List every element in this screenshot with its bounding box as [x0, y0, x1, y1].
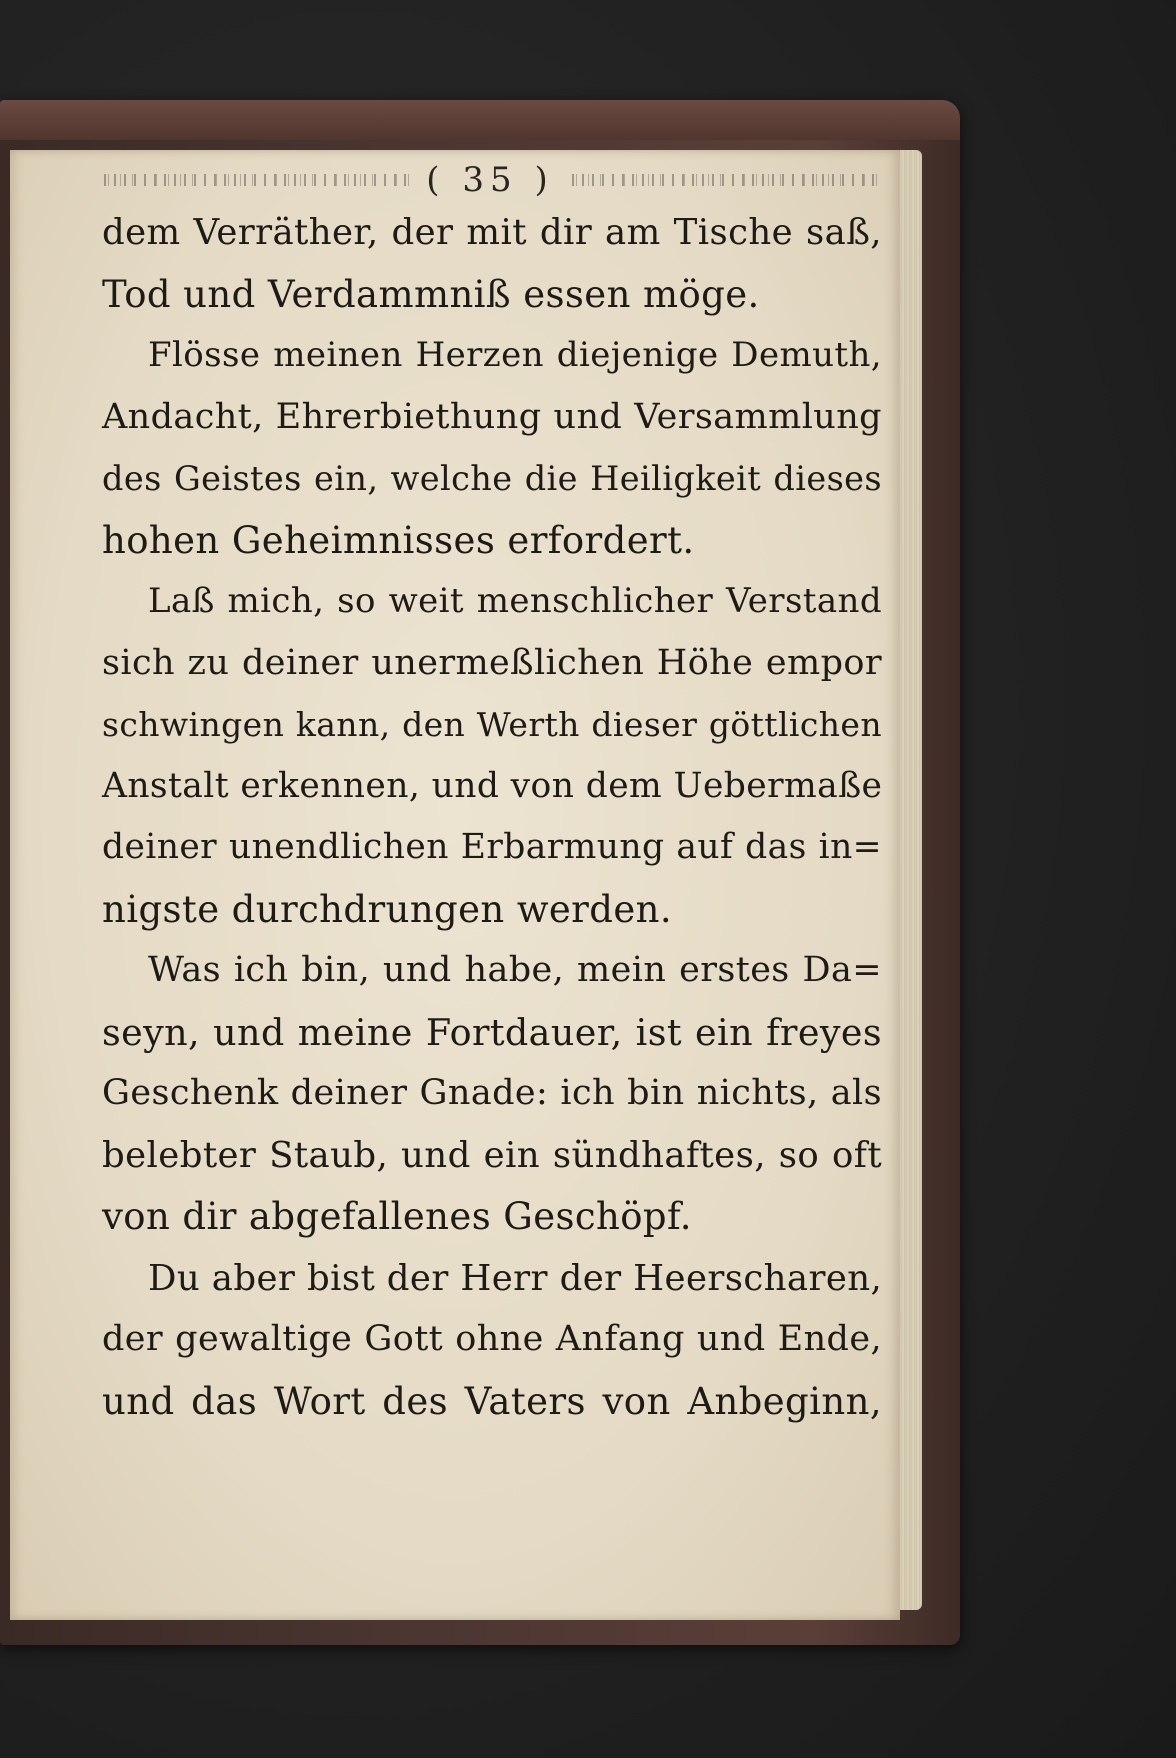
text-line: sich zu deiner unermeßlichen Höhe empor [102, 642, 882, 683]
text-line: Geschenk deiner Gnade: ich bin nichts, als [102, 1073, 882, 1113]
text-line: Flösse meinen Herzen diejenige Demuth, [148, 335, 882, 375]
text-line: Tod und Verdammniß essen möge. [102, 272, 760, 316]
text-line: schwingen kann, den Werth dieser göttlichen [102, 705, 882, 744]
page-number: ( 35 ) [426, 160, 554, 200]
text-line: und das Wort des Vaters von Anbeginn, [102, 1379, 882, 1423]
text-line: Anstalt erkennen, und von dem Uebermaße [102, 765, 883, 806]
text-line: der gewaltige Gott ohne Anfang und Ende, [102, 1319, 882, 1359]
running-header [100, 160, 880, 200]
text-line: deiner unendlichen Erbarmung auf das in= [102, 827, 882, 867]
body-text [102, 202, 882, 1432]
text-line: seyn, und meine Fortdauer, ist ein freyes [102, 1010, 882, 1054]
text-line: Andacht, Ehrerbiethung und Versammlung [102, 396, 882, 437]
header-ornament-left [100, 174, 412, 186]
text-line: Was ich bin, und habe, mein erstes Da= [148, 950, 882, 990]
book-cover-top-edge [0, 100, 960, 140]
book-page [10, 150, 900, 1620]
text-line: dem Verräther, der mit dir am Tische saß, [102, 212, 882, 253]
text-line: Laß mich, so weit menschlicher Verstand [148, 581, 882, 621]
text-line: hohen Geheimnisses erfordert. [102, 518, 695, 562]
header-ornament-right [568, 174, 880, 186]
text-line: nigste durchdrungen werden. [102, 887, 673, 931]
text-line: des Geistes ein, welche die Heiligkeit dieses [102, 459, 882, 498]
text-line: belebter Staub, und ein sündhaftes, so oft [102, 1134, 882, 1176]
text-line: Du aber bist der Herr der Heerscharen, [148, 1257, 883, 1299]
text-line: von dir abgefallenes Geschöpf. [102, 1195, 692, 1238]
